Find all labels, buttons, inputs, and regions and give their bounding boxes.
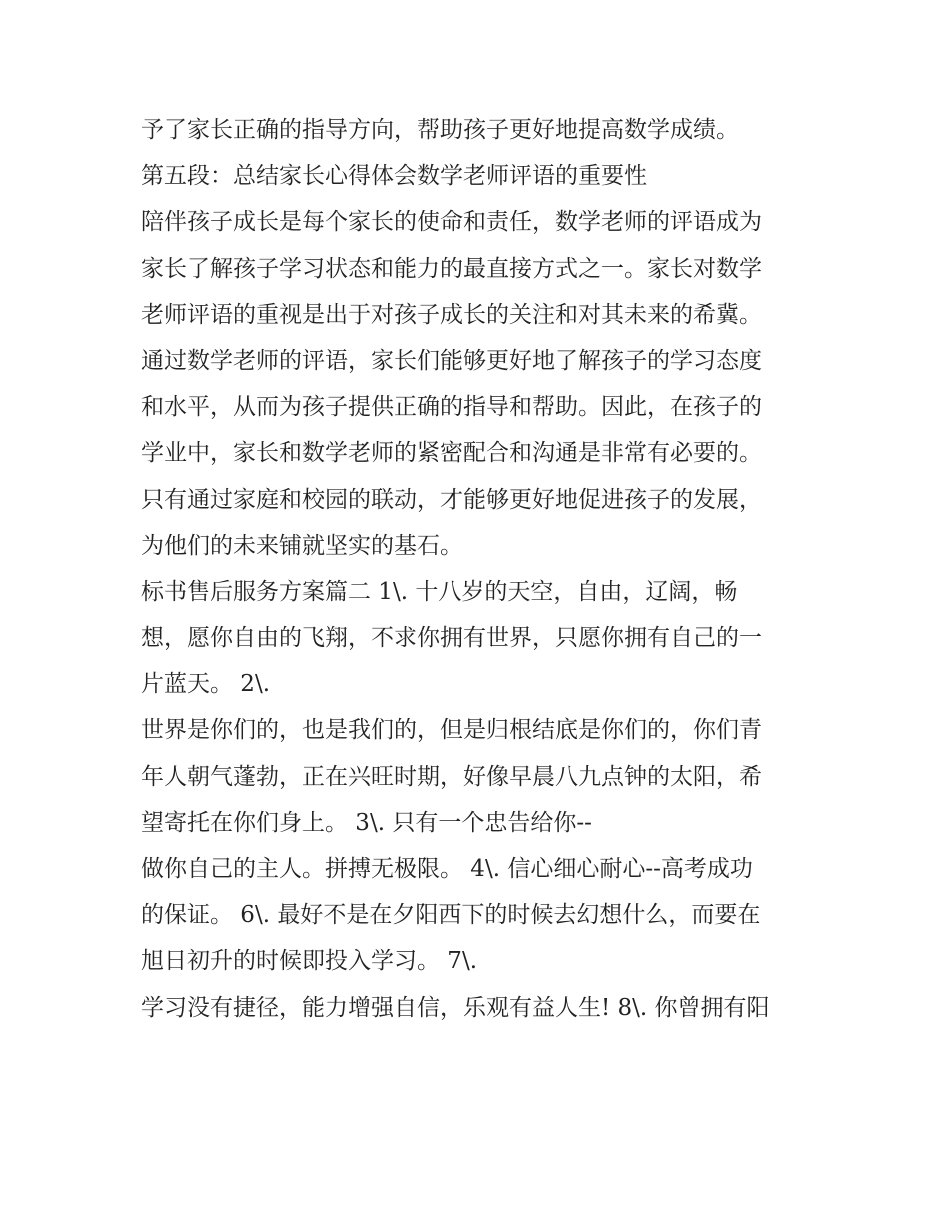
text-line: 家长了解孩子学习状态和能力的最直接方式之一。家长对数学 — [141, 255, 762, 282]
text-line: 和水平，从而为孩子提供正确的指导和帮助。因此，在孩子的 — [141, 394, 762, 421]
text-line: 的保证。 6\. 最好不是在夕阳西下的时候去幻想什么，而要在 — [141, 902, 761, 929]
text-line: 望寄托在你们身上。 3\. 只有一个忠告给你-- — [141, 809, 592, 836]
text-line: 通过数学老师的评语，家长们能够更好地了解孩子的学习态度 — [141, 347, 762, 374]
text-line: 世界是你们的，也是我们的，但是归根结底是你们的，你们青 — [141, 717, 762, 744]
text-line: 予了家长正确的指导方向，帮助孩子更好地提高数学成绩。 — [141, 117, 739, 143]
text-line: 片蓝天。 2\. — [141, 671, 271, 698]
text-line: 旭日初升的时候即投入学习。 7\. — [141, 948, 478, 975]
body-text — [141, 107, 821, 1031]
text-line: 学习没有捷径，能力增强自信，乐观有益人生! 8\. 你曾拥有阳 — [141, 994, 770, 1021]
text-line: 只有通过家庭和校园的联动，才能够更好地促进孩子的发展， — [141, 486, 762, 513]
text-line: 陪伴孩子成长是每个家长的使命和责任，数学老师的评语成为 — [141, 209, 762, 236]
text-line: 标书售后服务方案篇二 1\. 十八岁的天空，自由，辽阔，畅 — [141, 578, 738, 605]
text-line: 学业中，家长和数学老师的紧密配合和沟通是非常有必要的。 — [141, 440, 762, 467]
text-line: 想，愿你自由的飞翔，不求你拥有世界，只愿你拥有自己的一 — [141, 625, 762, 652]
text-line: 做你自己的主人。拼搏无极限。 4\. 信心细心耐心--高考成功 — [141, 856, 753, 882]
text-line: 老师评语的重视是出于对孩子成长的关注和对其未来的希冀。 — [141, 301, 762, 328]
section-heading: 第五段：总结家长心得体会数学老师评语的重要性 — [141, 163, 647, 190]
text-line: 为他们的未来铺就坚实的基石。 — [141, 532, 463, 559]
text-line: 年人朝气蓬勃，正在兴旺时期，好像早晨八九点钟的太阳，希 — [141, 763, 762, 790]
